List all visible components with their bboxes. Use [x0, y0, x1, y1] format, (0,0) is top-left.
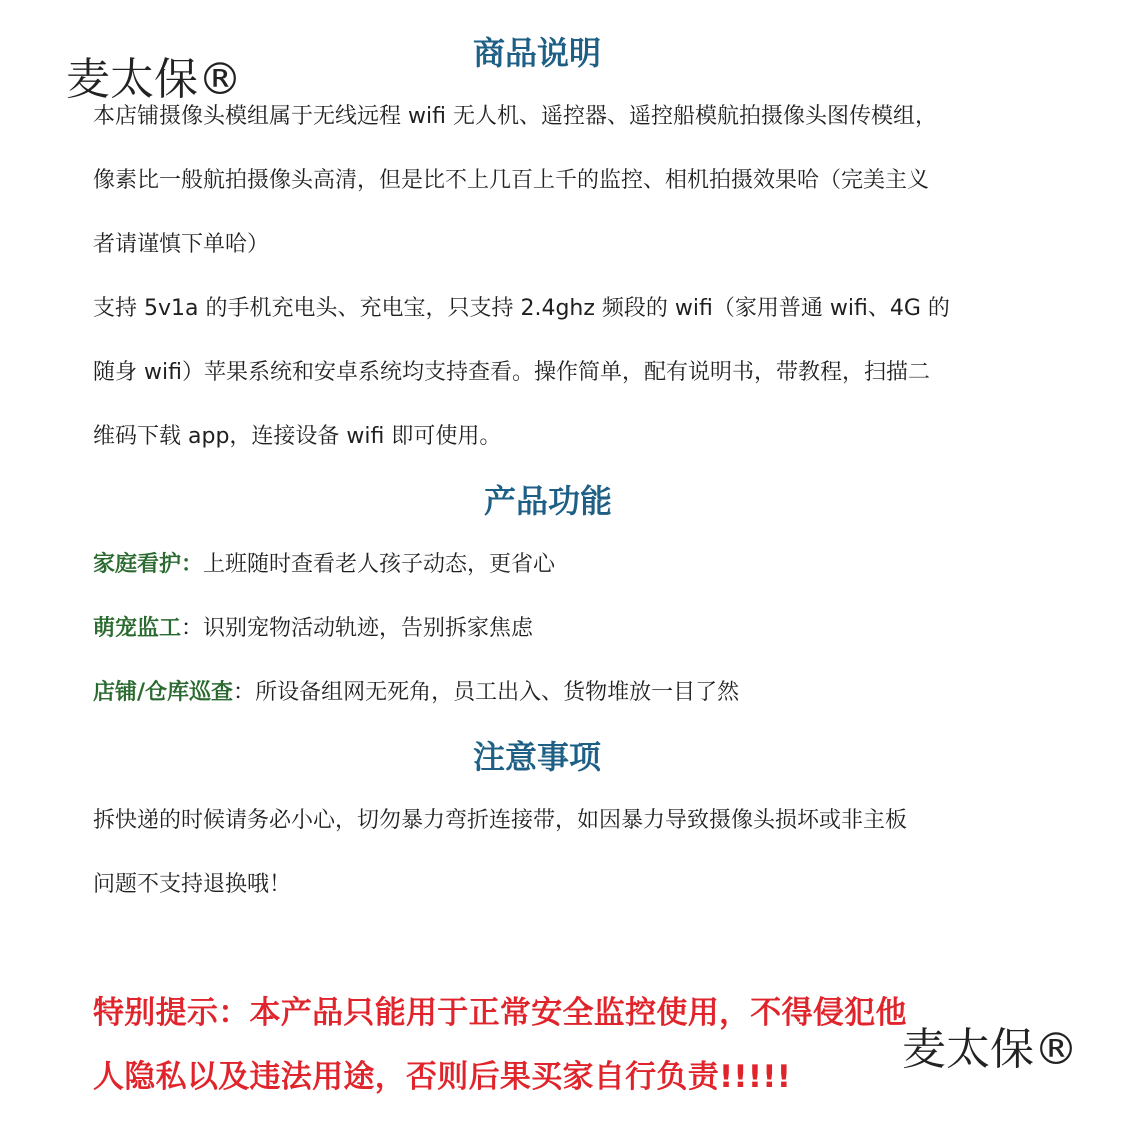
- feature-separator: ：: [233, 680, 256, 705]
- feature-label: 萌宠监工: [93, 616, 182, 641]
- section-title-description-text: 商品说明: [473, 34, 602, 72]
- feature-item-store-patrol: [93, 682, 739, 704]
- description-line-6: 维码下载 app，连接设备 wifi 即可使用。: [93, 424, 502, 449]
- feature-item-home-care: [93, 554, 555, 576]
- feature-text: 所设备组网无死角，员工出入、货物堆放一目了然: [255, 680, 740, 705]
- feature-item-pet-watch: [93, 618, 533, 640]
- description-line-3: 者请谨慎下单哈）: [93, 232, 270, 257]
- notice-line-1: 拆快递的时候请务必小心，切勿暴力弯折连接带，如因暴力导致摄像头损坏或非主板: [93, 808, 908, 833]
- description-line-5: 随身 wifi）苹果系统和安卓系统均支持查看。操作简单，配有说明书，带教程，扫描二: [93, 360, 930, 385]
- feature-text: 上班随时查看老人孩子动态，更省心: [203, 552, 556, 577]
- feature-separator: ：: [181, 552, 204, 577]
- feature-text: 识别宠物活动轨迹，告别拆家焦虑: [203, 616, 534, 641]
- watermark-bottom: 麦太保®: [902, 1024, 1078, 1075]
- feature-label: 店铺/仓库巡查: [93, 680, 234, 705]
- warning-line-1: 特别提示：本产品只能用于正常安全监控使用，不得侵犯他: [93, 995, 907, 1031]
- watermark-top: 麦太保®: [66, 54, 242, 105]
- description-line-2: 像素比一般航拍摄像头高清，但是比不上几百上千的监控、相机拍摄效果哈（完美主义: [93, 168, 930, 193]
- warning-line-2: 人隐私以及违法用途，否则后果买家自行负责!!!!!: [93, 1059, 792, 1095]
- section-title-features-text: 产品功能: [484, 482, 613, 520]
- section-title-notice-text: 注意事项: [473, 738, 602, 776]
- description-line-4: 支持 5v1a 的手机充电头、充电宝，只支持 2.4ghz 频段的 wifi（家用普通 wifi、4G 的: [93, 296, 950, 321]
- description-line-1: 本店铺摄像头模组属于无线远程 wifi 无人机、遥控器、遥控船模航拍摄像头图传模组，: [93, 104, 937, 129]
- feature-separator: ：: [181, 616, 204, 641]
- notice-line-2: 问题不支持退换哦！: [93, 872, 292, 897]
- feature-label: 家庭看护: [93, 552, 182, 577]
